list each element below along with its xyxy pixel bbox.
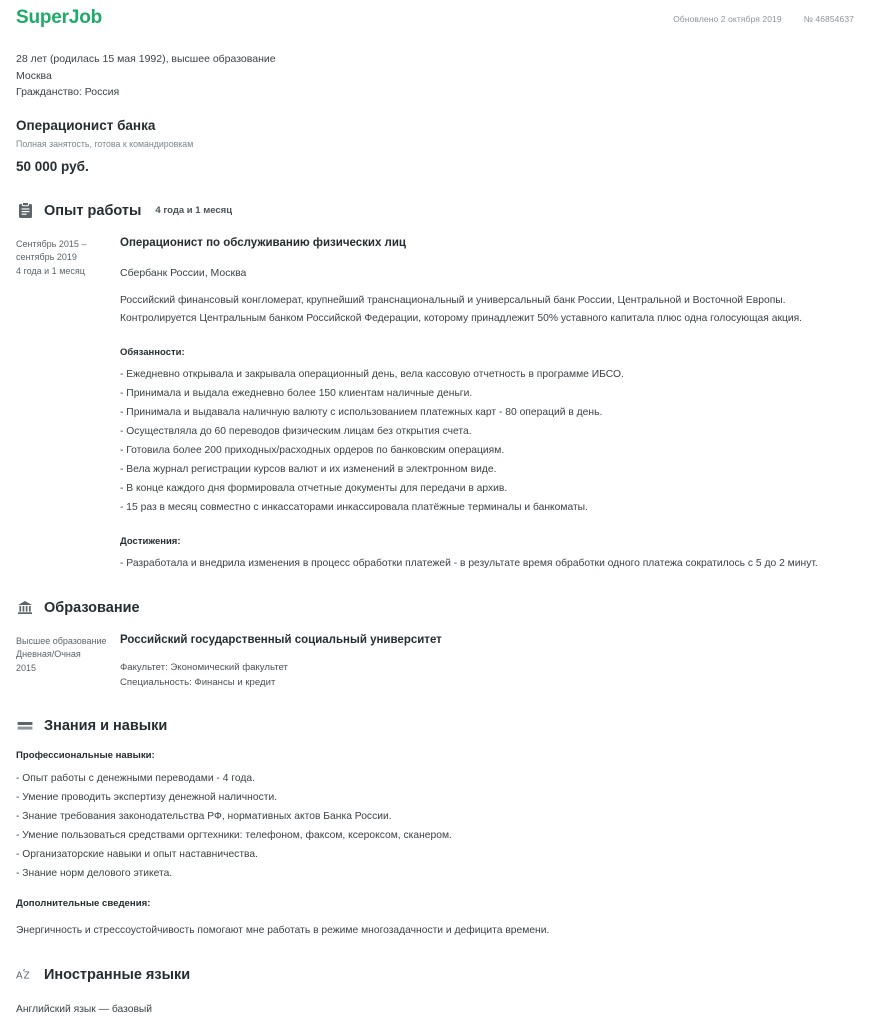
additional-info-block	[16, 897, 854, 940]
education-detail-list	[120, 660, 854, 691]
list-item: - 15 раз в месяц совместно с инкассаторами инкассировала платёжные терминалы и банкоматы.	[120, 501, 588, 513]
section-skills-heading	[16, 717, 854, 735]
bank-icon	[16, 599, 34, 617]
education-meta-column	[16, 633, 120, 691]
list-item: - Принимала и выдавала наличную валюту с использованием платежных карт - 80 операций в день.	[120, 406, 603, 418]
svg-text:Z: Z	[23, 970, 30, 982]
superjob-logo[interactable]: SuperJob	[16, 7, 103, 28]
list-icon	[16, 717, 34, 735]
achievements-list	[120, 554, 854, 573]
section-education-heading	[16, 599, 854, 617]
achievements-heading: Достижения:	[120, 535, 181, 547]
clipboard-icon	[16, 202, 34, 220]
position-block	[16, 117, 854, 176]
list-item: - В конце каждого дня формировала отчетные документы для передачи в архив.	[120, 482, 508, 494]
az-icon	[16, 966, 34, 984]
list-item: - Умение пользоваться средствами оргтехники: телефоном, факсом, ксероксом, сканером.	[16, 829, 452, 841]
identity-age-education: 28 лет (родилась 15 мая 1992), высшее образование	[16, 53, 276, 65]
experience-total-duration: 4 года и 1 месяц	[155, 205, 233, 216]
list-item: - Знание норм делового этикета.	[16, 867, 173, 879]
experience-company-description: Российский финансовый конгломерат, крупнейший транснациональный и универсальный банк России, Центральной и Восточной Европы. Контролируется Центральным банком Российской Федерации, которому принадлежит 50% уставного капитала плюс одна голосующая акция.	[120, 294, 803, 324]
list-item: - Осуществляла до 60 переводов физическим лицам без открытия счета.	[120, 425, 472, 437]
section-languages-title: Иностранные языки	[44, 966, 191, 983]
salary-expectation: 50 000 руб.	[16, 158, 89, 174]
list-item: - Ежедневно открывала и закрывала операционный день, вела кассовую отчетность в программе ИБСО.	[120, 368, 624, 380]
employment-type: Полная занятость, готова к командировкам	[16, 138, 194, 149]
language-item: Английский язык — базовый	[16, 1003, 153, 1015]
education-level: Высшее образование	[16, 635, 107, 646]
professional-skills-heading: Профессиональные навыки:	[16, 749, 155, 761]
page-title: Операционист банка	[16, 117, 156, 133]
section-education-title: Образование	[44, 599, 140, 616]
list-item: - Опыт работы с денежными переводами - 4 года.	[16, 772, 255, 784]
responsibilities-list	[120, 365, 854, 517]
list-item: - Организаторские навыки и опыт наставничества.	[16, 848, 258, 860]
list-item: - Разработала и внедрила изменения в процесс обработки платежей - в результате время обработки одного платежа сократилось с 5 до 2 минут.	[120, 557, 818, 569]
identity-city: Москва	[16, 69, 52, 82]
svg-text:A: A	[16, 970, 23, 982]
identity-citizenship: Гражданство: Россия	[16, 86, 120, 98]
list-item: - Вела журнал регистрации курсов валют и их изменений в электронном виде.	[120, 463, 497, 475]
list-item: - Готовила более 200 приходных/расходных ордеров по банковским операциям.	[120, 444, 505, 456]
professional-skills-block	[16, 749, 854, 883]
resume-number: № 46854637	[803, 14, 854, 24]
section-skills-title: Знания и навыки	[44, 717, 168, 734]
list-item: - Знание требования законодательства РФ, нормативных актов Банка России.	[16, 810, 392, 822]
updated-date: Обновлено 2 октября 2019	[673, 14, 782, 24]
education-faculty: Факультет: Экономический факультет	[120, 661, 288, 673]
additional-info-heading: Дополнительные сведения:	[16, 897, 151, 909]
experience-entry	[16, 236, 854, 573]
experience-duration: 4 года и 1 месяц	[16, 265, 85, 276]
experience-period-column	[16, 236, 120, 573]
experience-job-title: Операционист по обслуживанию физических лиц	[120, 236, 407, 249]
education-year: 2015	[16, 662, 37, 673]
additional-info-text: Энергичность и стрессоустойчивость помогают мне работать в режиме многозадачности и дефицита времени.	[16, 924, 550, 936]
list-item: - Принимала и выдала ежедневно более 150 клиентам наличные деньги.	[120, 387, 473, 399]
section-languages-heading	[16, 966, 854, 984]
responsibilities-heading: Обязанности:	[120, 346, 185, 358]
education-details	[120, 633, 854, 691]
identity-block	[16, 51, 854, 101]
experience-period: Сентябрь 2015 – сентябрь 2019	[16, 238, 87, 262]
education-form: Дневная/Очная	[16, 649, 81, 659]
experience-company: Сбербанк России, Москва	[120, 266, 247, 279]
section-experience-title: Опыт работы	[44, 202, 142, 219]
experience-details	[120, 236, 854, 573]
education-entry	[16, 633, 854, 691]
education-speciality: Специальность: Финансы и кредит	[120, 677, 276, 688]
header-meta	[673, 8, 854, 24]
section-experience-heading	[16, 202, 854, 220]
list-item: - Умение проводить экспертизу денежной наличности.	[16, 791, 278, 803]
page-header	[16, 0, 854, 40]
education-institution: Российский государственный социальный университет	[120, 633, 442, 646]
